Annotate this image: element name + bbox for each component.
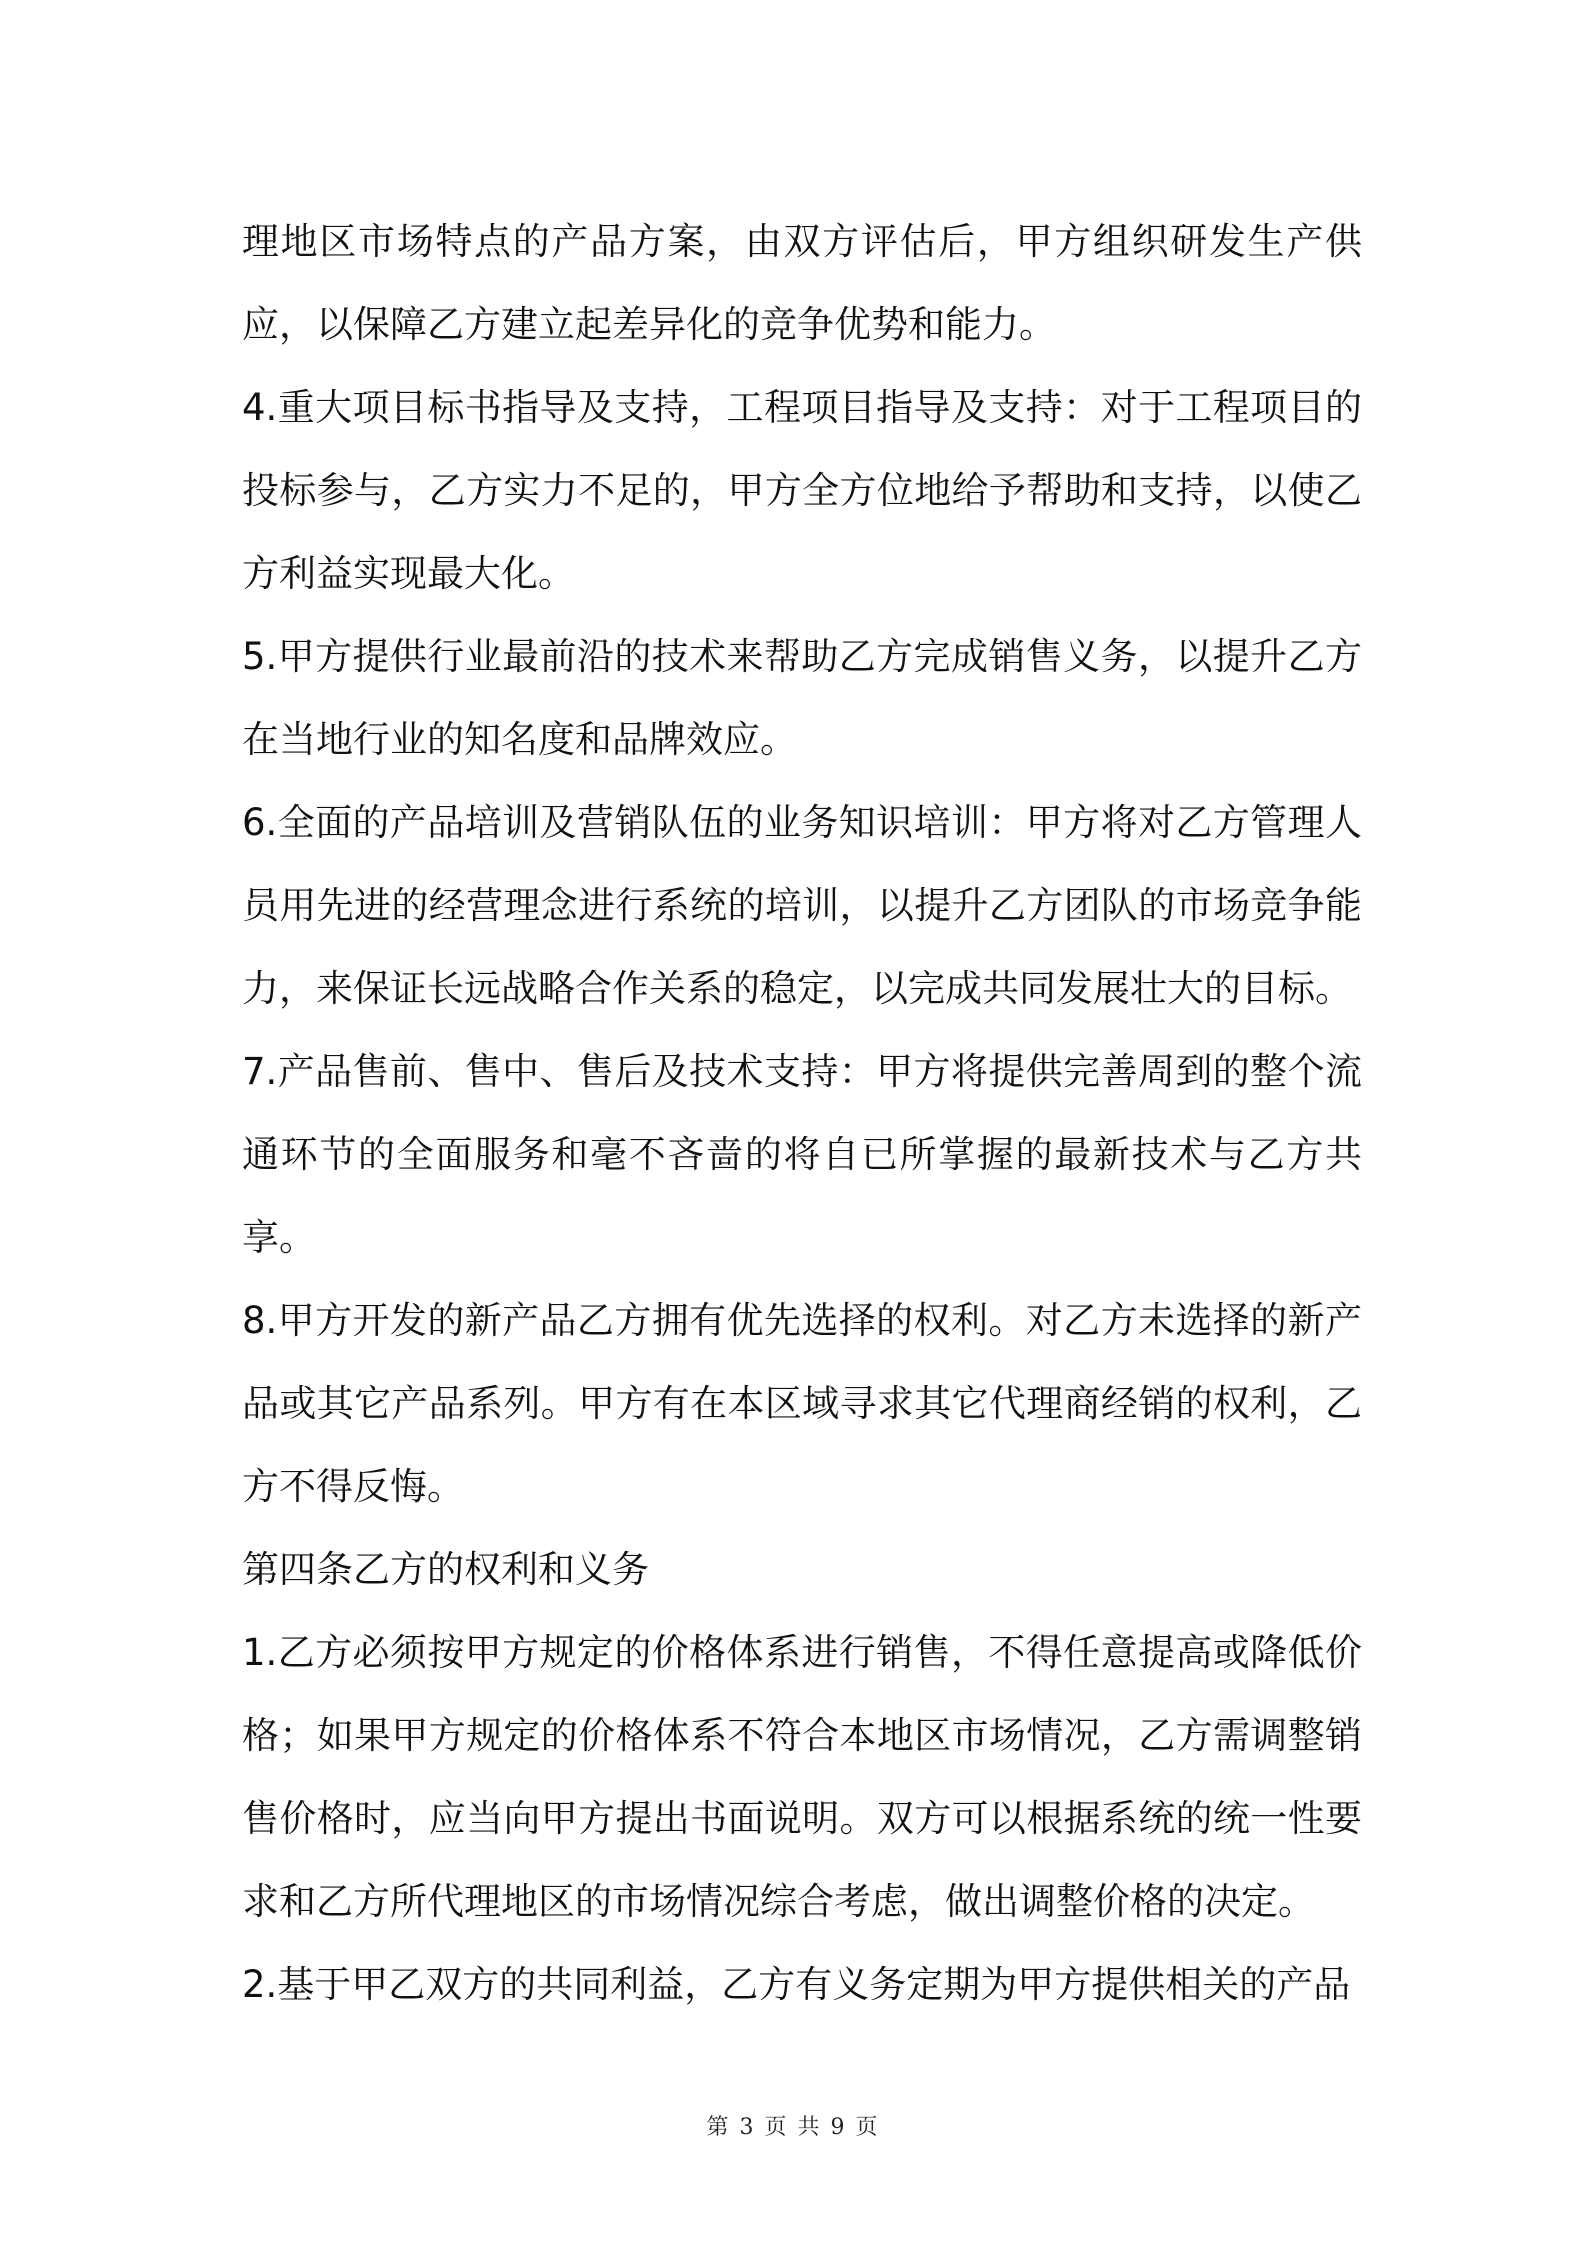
paragraph-item-8: 8.甲方开发的新产品乙方拥有优先选择的权利。对乙方未选择的新产品或其它产品系列。甲方有在本区域寻求其它代理商经销的权利，乙方不得反悔。 xyxy=(242,1299,1362,1508)
paragraph-continuation: 理地区市场特点的产品方案，由双方评估后，甲方组织研发生产供应，以保障乙方建立起差异化的竞争优势和能力。 xyxy=(242,220,1362,346)
paragraph-item-4: 4.重大项目标书指导及支持，工程项目指导及支持：对于工程项目的投标参与，乙方实力不足的，甲方全方位地给予帮助和支持，以使乙方利益实现最大化。 xyxy=(242,386,1362,595)
paragraph-item-5: 5.甲方提供行业最前沿的技术来帮助乙方完成销售义务，以提升乙方在当地行业的知名度和品牌效应。 xyxy=(242,635,1362,761)
document-body xyxy=(242,200,1362,2026)
paragraph-item-7: 7.产品售前、售中、售后及技术支持：甲方将提供完善周到的整个流通环节的全面服务和毫不吝啬的将自已所掌握的最新技术与乙方共享。 xyxy=(242,1050,1362,1259)
paragraph-item-6: 6.全面的产品培训及营销队伍的业务知识培训：甲方将对乙方管理人员用先进的经营理念进行系统的培训，以提升乙方团队的市场竞争能力，来保证长远战略合作关系的稳定，以完成共同发展壮大的目标。 xyxy=(242,801,1362,1010)
paragraph-item-1: 1.乙方必须按甲方规定的价格体系进行销售，不得任意提高或降低价格；如果甲方规定的价格体系不符合本地区市场情况，乙方需调整销售价格时，应当向甲方提出书面说明。双方可以根据系统的统一性要求和乙方所代理地区的市场情况综合考虑，做出调整价格的决定。 xyxy=(242,1631,1362,1923)
paragraph-item-2: 2.基于甲乙双方的共同利益，乙方有义务定期为甲方提供相关的产品 xyxy=(242,1963,1351,2006)
section-heading: 第四条乙方的权利和义务 xyxy=(242,1548,649,1591)
page-number: 第 3 页 共 9 页 xyxy=(706,2115,880,2140)
